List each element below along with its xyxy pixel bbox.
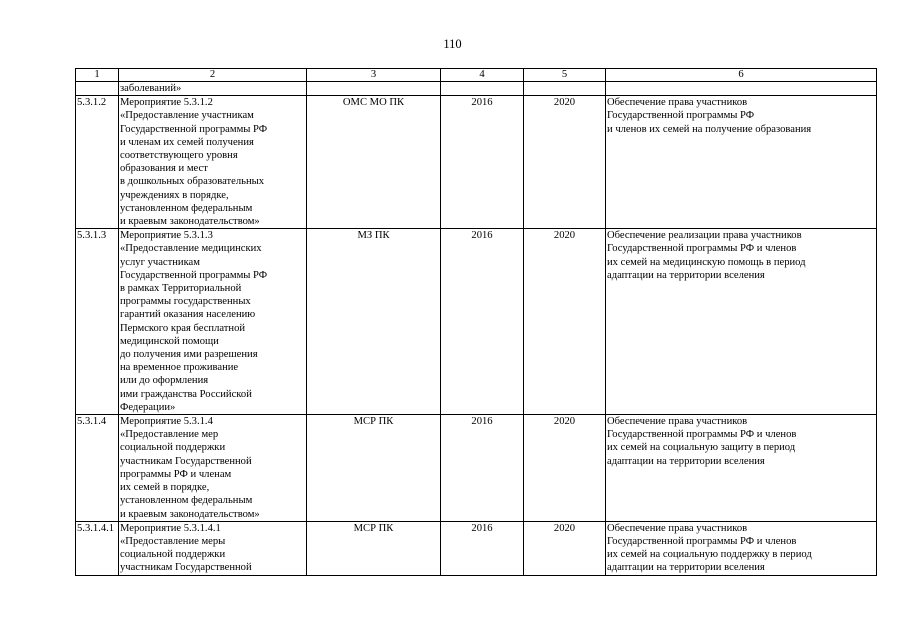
text-line: участникам Государственной (120, 455, 252, 467)
continuation-row (76, 82, 877, 96)
start-year: 2016 (441, 96, 524, 229)
text-line: до получения ими разрешения (120, 349, 258, 361)
expected-result (606, 521, 877, 575)
text-line: Обеспечение права участников (607, 416, 748, 428)
text-line: и краевым законодательством» (120, 216, 260, 228)
table-row (76, 96, 877, 229)
text-line: медицинской помощи (120, 335, 219, 347)
text-line: Государственной программы РФ (607, 110, 755, 122)
column-header-1: 1 (76, 69, 119, 82)
text-line: услуг участникам (120, 256, 200, 268)
text-line: и краевым законодательством» (120, 508, 260, 520)
text-line: Мероприятие 5.3.1.3 (120, 230, 213, 242)
table-row (76, 415, 877, 522)
text-line: их семей в порядке, (120, 482, 210, 494)
text-line: заболеваний» (120, 83, 182, 94)
text-line: адаптации на территории вселения (607, 562, 765, 574)
measure-title (119, 96, 307, 229)
column-header-4: 4 (441, 69, 524, 82)
text-line: ими гражданства Российской (120, 388, 252, 400)
text-line: установленном федеральным (120, 495, 253, 507)
text-line: Мероприятие 5.3.1.2 (120, 97, 213, 109)
measure-title (119, 229, 307, 415)
text-line: программы РФ и членам (120, 468, 232, 480)
text-line: «Предоставление меры (120, 535, 226, 547)
executor (307, 82, 441, 96)
text-line: соответствующего уровня (120, 150, 238, 162)
measure-number: 5.3.1.4 (76, 415, 119, 522)
start-year: 2016 (441, 229, 524, 415)
end-year: 2020 (524, 521, 606, 575)
measure-number: 5.3.1.2 (76, 96, 119, 229)
measure-number: 5.3.1.3 (76, 229, 119, 415)
text-line: или до оформления (120, 375, 209, 387)
page-number: 110 (443, 37, 462, 51)
measures-table (75, 68, 877, 576)
column-header-5: 5 (524, 69, 606, 82)
text-line: их семей на медицинскую помощь в период (607, 256, 806, 268)
text-line: учреждениях в порядке, (120, 189, 229, 201)
executor: МЗ ПК (307, 229, 441, 415)
text-line: Государственной программы РФ и членов (607, 429, 797, 441)
executor: МСР ПК (307, 415, 441, 522)
text-line: Государственной программы РФ (120, 269, 268, 281)
executor: ОМС МО ПК (307, 96, 441, 229)
text-line: Пермского края бесплатной (120, 322, 246, 334)
text-line: социальной поддержки (120, 442, 226, 454)
start-year (441, 82, 524, 96)
text-line: социальной поддержки (120, 549, 226, 561)
text-line: Обеспечение реализации права участников (607, 230, 802, 242)
end-year: 2020 (524, 229, 606, 415)
text-line: Мероприятие 5.3.1.4.1 (120, 522, 221, 534)
expected-result (606, 82, 877, 96)
text-line: их семей на социальную защиту в период (607, 442, 796, 454)
text-line: «Предоставление мер (120, 429, 219, 441)
expected-result (606, 229, 877, 415)
executor: МСР ПК (307, 521, 441, 575)
measure-number (76, 82, 119, 96)
text-line: программы государственных (120, 296, 251, 308)
column-header-2: 2 (119, 69, 307, 82)
table-row (76, 229, 877, 415)
text-line: и членам их семей получения (120, 136, 254, 148)
text-line: «Предоставление участникам (120, 110, 254, 122)
measure-title (119, 521, 307, 575)
measure-title (119, 82, 307, 96)
text-line: Государственной программы РФ и членов (607, 535, 797, 547)
column-header-6: 6 (606, 69, 877, 82)
start-year: 2016 (441, 521, 524, 575)
text-line: адаптации на территории вселения (607, 455, 765, 467)
expected-result (606, 96, 877, 229)
text-line: гарантий оказания населению (120, 309, 256, 321)
text-line: Обеспечение права участников (607, 522, 748, 534)
measure-number: 5.3.1.4.1 (76, 521, 119, 575)
text-line: Государственной программы РФ и членов (607, 243, 797, 255)
start-year: 2016 (441, 415, 524, 522)
text-line: участникам Государственной (120, 562, 252, 574)
text-line: и членов их семей на получение образования (607, 123, 812, 135)
text-line: образования и мест (120, 163, 208, 175)
expected-result (606, 415, 877, 522)
text-line: Обеспечение права участников (607, 97, 748, 109)
text-line: Государственной программы РФ (120, 123, 268, 135)
text-line: на временное проживание (120, 362, 239, 374)
text-line: их семей на социальную поддержку в период (607, 549, 812, 561)
text-line: в дошкольных образовательных (120, 176, 265, 188)
column-number-row (76, 69, 877, 82)
end-year: 2020 (524, 415, 606, 522)
measure-title (119, 415, 307, 522)
text-line: установленном федеральным (120, 202, 253, 214)
text-line: адаптации на территории вселения (607, 269, 765, 281)
table-row (76, 521, 877, 575)
text-line: в рамках Территориальной (120, 283, 242, 295)
text-line: «Предоставление медицинских (120, 243, 262, 255)
text-line: Мероприятие 5.3.1.4 (120, 416, 213, 428)
text-line: Федерации» (120, 401, 176, 413)
column-header-3: 3 (307, 69, 441, 82)
end-year (524, 82, 606, 96)
end-year: 2020 (524, 96, 606, 229)
